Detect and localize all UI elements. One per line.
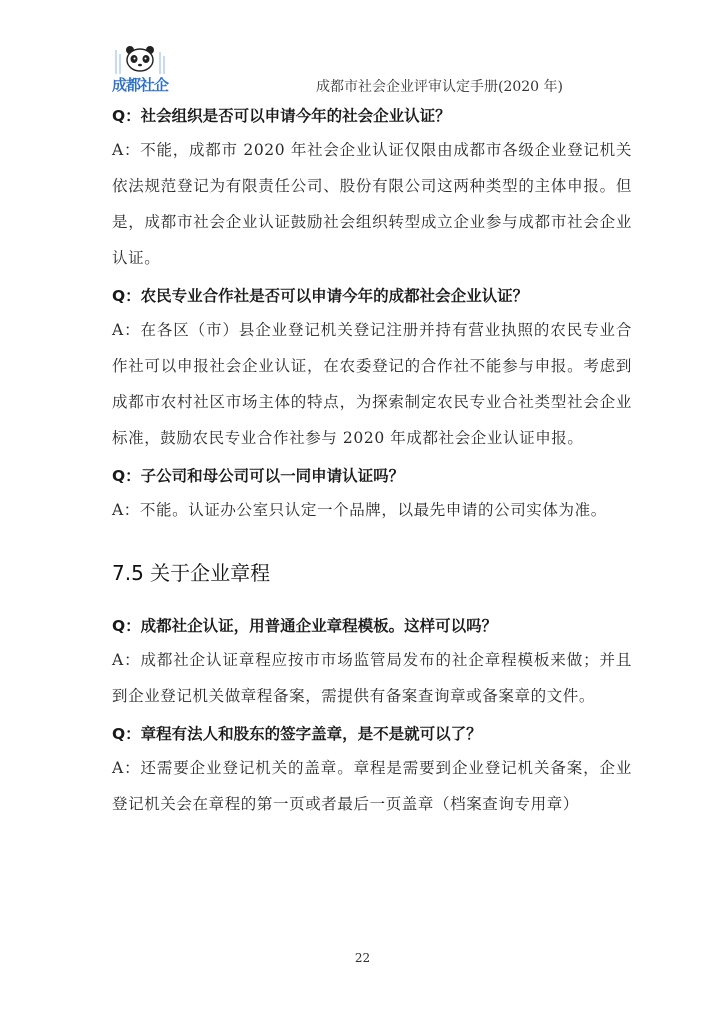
logo: [108, 44, 172, 96]
header-title: 成都市社会企业评审认定手册(2020 年): [315, 79, 563, 95]
faq-item: [112, 718, 632, 822]
faq-item: [112, 100, 632, 276]
logo-text: 成都社企: [111, 76, 168, 94]
answer: A：不能，成都市 2020 年社会企业认证仅限由成都市各级企业登记机关依法规范登记为有限责任公司、股份有限公司这两种类型的主体申报。但是，成都市社会企业认证鼓励社会组织转型成立企业参与成都市社会企业认证。: [112, 141, 632, 267]
page-number: 22: [354, 951, 371, 965]
question: Q：成都社企认证，用普通企业章程模板。这样可以吗？: [112, 617, 498, 635]
faq-item: [112, 280, 632, 456]
answer: A：不能。认证办公室只认定一个品牌，以最先申请的公司实体为准。: [112, 501, 607, 519]
page-content: [112, 100, 632, 826]
answer: A：还需要企业登记机关的盖章。章程是需要到企业登记机关备案，企业登记机关会在章程的第一页或者最后一页盖章（档案查询专用章）: [112, 759, 632, 813]
section-heading: 7.5 关于企业章程: [112, 561, 271, 585]
panda-logo-icon: [108, 44, 172, 78]
answer: A：成都社企认证章程应按市市场监管局发布的社企章程模板来做；并且到企业登记机关做章程备案，需提供有备案查询章或备案章的文件。: [112, 651, 632, 705]
faq-item: [112, 460, 632, 528]
faq-item: [112, 610, 632, 714]
question: Q：社会组织是否可以申请今年的社会企业认证？: [112, 107, 451, 125]
answer: A：在各区（市）县企业登记机关登记注册并持有营业执照的农民专业合作社可以申报社会企业认证，在农委登记的合作社不能参与申报。考虑到成都市农村社区市场主体的特点，为探索制定农民专业合社类型社会企业标准，鼓励农民专业合作社参与 2020 年成都社会企业认证申报。: [112, 321, 632, 447]
question: Q：章程有法人和股东的签字盖章，是不是就可以了？: [112, 725, 482, 743]
question: Q：农民专业合作社是否可以申请今年的成都社会企业认证？: [112, 287, 529, 305]
question: Q：子公司和母公司可以一同申请认证吗？: [112, 467, 405, 485]
